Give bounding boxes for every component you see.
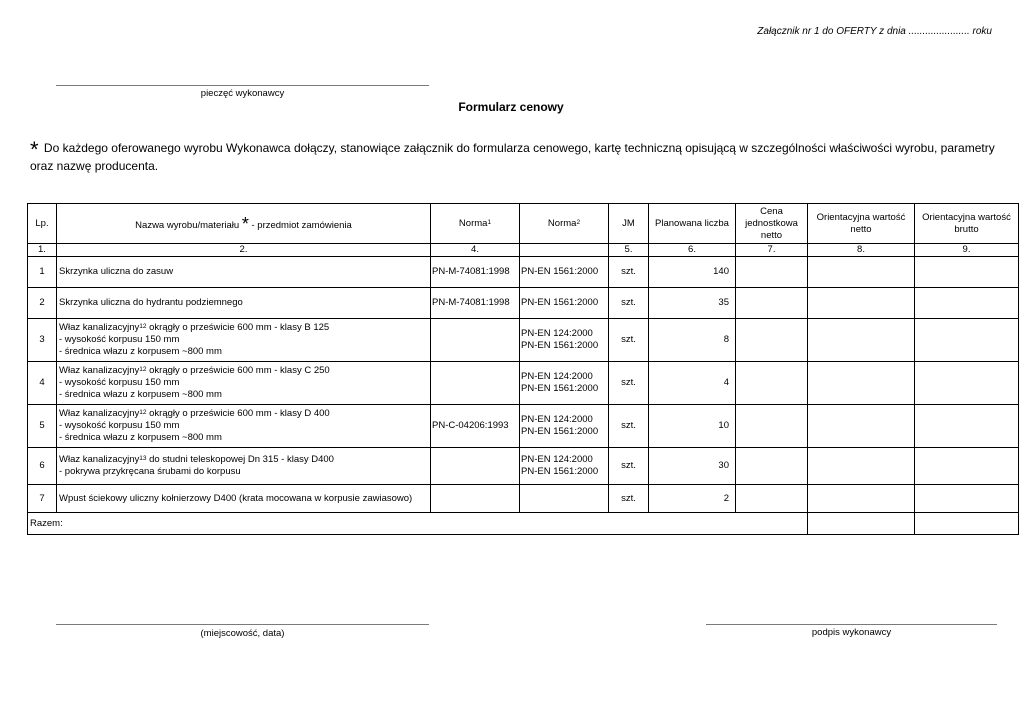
note	[30, 137, 1000, 175]
row-qty: 4	[649, 362, 736, 405]
table-row	[28, 405, 1019, 448]
row-gross-value-cell[interactable]	[915, 485, 1019, 513]
row-unit-price-cell[interactable]	[736, 288, 808, 319]
seal-line	[56, 85, 429, 86]
row-jm: szt.	[609, 257, 649, 288]
table-row	[28, 288, 1019, 319]
row-qty: 2	[649, 485, 736, 513]
row-unit-price-cell[interactable]	[736, 405, 808, 448]
table-row	[28, 448, 1019, 485]
row-lp: 1	[28, 257, 57, 288]
row-qty: 8	[649, 319, 736, 362]
header-row	[28, 204, 1019, 244]
row-gross-value-cell[interactable]	[915, 405, 1019, 448]
col-number: 7.	[736, 244, 808, 257]
row-norm1	[431, 362, 520, 405]
table-row	[28, 362, 1019, 405]
signature-line	[706, 624, 997, 625]
row-unit-price-cell[interactable]	[736, 448, 808, 485]
row-norm2: PN-EN 1561:2000	[520, 257, 609, 288]
row-net-value-cell[interactable]	[808, 257, 915, 288]
row-jm: szt.	[609, 448, 649, 485]
row-qty: 10	[649, 405, 736, 448]
row-norm1	[431, 485, 520, 513]
row-norm2	[520, 485, 609, 513]
col-number: 6.	[649, 244, 736, 257]
column-number-row	[28, 244, 1019, 257]
col-number	[520, 244, 609, 257]
row-gross-value-cell[interactable]	[915, 448, 1019, 485]
row-unit-price-cell[interactable]	[736, 319, 808, 362]
price-table	[27, 203, 1019, 535]
row-norm2: PN-EN 124:2000 PN-EN 1561:2000	[520, 448, 609, 485]
row-qty: 35	[649, 288, 736, 319]
note-text: Do każdego oferowanego wyrobu Wykonawca dołączy, stanowiące załącznik do formularza cenowego, kartę techniczną opisującą w szczególności właściwości wyrobu, parametry oraz nazwę producenta.	[30, 141, 995, 173]
row-name: Skrzynka uliczna do hydrantu podziemnego	[57, 288, 431, 319]
row-name: Skrzynka uliczna do zasuw	[57, 257, 431, 288]
row-unit-price-cell[interactable]	[736, 485, 808, 513]
row-qty: 140	[649, 257, 736, 288]
row-gross-value-cell[interactable]	[915, 319, 1019, 362]
place-date-caption: (miejscowość, data)	[200, 628, 285, 639]
header-qty: Planowana liczba	[649, 204, 736, 244]
place-date-line	[56, 624, 429, 625]
col-number: 4.	[431, 244, 520, 257]
row-jm: szt.	[609, 405, 649, 448]
row-name: Właz kanalizacyjny$^{12}$ okrągły o prześwicie 600 mm - klasy C 250 - wysokość korpusu 150 mm - średnica włazu z korpusem ~800 mm	[57, 362, 431, 405]
table-row	[28, 319, 1019, 362]
total-label: Razem:	[28, 513, 808, 535]
signature-caption: podpis wykonawcy	[811, 627, 892, 638]
table-row	[28, 257, 1019, 288]
header-unit-price: Cena jednostkowa netto	[736, 204, 808, 244]
row-name: Wpust ściekowy uliczny kołnierzowy D400 (krata mocowana w korpusie zawiasowo)	[57, 485, 431, 513]
header-norm2: Norma$^2$	[520, 204, 609, 244]
seal-caption: pieczęć wykonawcy	[200, 88, 285, 99]
row-net-value-cell[interactable]	[808, 319, 915, 362]
header-lp: Lp.	[28, 204, 57, 244]
row-net-value-cell[interactable]	[808, 485, 915, 513]
row-jm: szt.	[609, 288, 649, 319]
row-norm2: PN-EN 124:2000 PN-EN 1561:2000	[520, 319, 609, 362]
row-net-value-cell[interactable]	[808, 288, 915, 319]
header-jm: JM	[609, 204, 649, 244]
row-unit-price-cell[interactable]	[736, 362, 808, 405]
total-net-cell[interactable]	[808, 513, 915, 535]
header-norm1: Norma$^1$	[431, 204, 520, 244]
row-norm1	[431, 319, 520, 362]
row-lp: 4	[28, 362, 57, 405]
form-title: Formularz cenowy	[458, 100, 564, 114]
row-name: Właz kanalizacyjny$^{12}$ okrągły o prześwicie 600 mm - klasy D 400 - wysokość korpusu 150 mm - średnica włazu z korpusem ~800 mm	[57, 405, 431, 448]
row-lp: 6	[28, 448, 57, 485]
row-norm2: PN-EN 124:2000 PN-EN 1561:2000	[520, 362, 609, 405]
row-norm2: PN-EN 124:2000 PN-EN 1561:2000	[520, 405, 609, 448]
row-unit-price-cell[interactable]	[736, 257, 808, 288]
col-number: 2.	[57, 244, 431, 257]
col-number: 1.	[28, 244, 57, 257]
row-norm1: PN-C-04206:1993	[431, 405, 520, 448]
row-lp: 2	[28, 288, 57, 319]
header-net-value: Orientacyjna wartość netto	[808, 204, 915, 244]
total-gross-cell[interactable]	[915, 513, 1019, 535]
row-norm1: PN-M-74081:1998	[431, 257, 520, 288]
row-gross-value-cell[interactable]	[915, 257, 1019, 288]
row-lp: 5	[28, 405, 57, 448]
table-row	[28, 485, 1019, 513]
annex-reference: Załącznik nr 1 do OFERTY z dnia ...................... roku	[757, 26, 992, 37]
row-jm: szt.	[609, 319, 649, 362]
row-jm: szt.	[609, 362, 649, 405]
total-row	[28, 513, 1019, 535]
row-gross-value-cell[interactable]	[915, 288, 1019, 319]
row-net-value-cell[interactable]	[808, 405, 915, 448]
note-star: *	[30, 137, 39, 162]
row-net-value-cell[interactable]	[808, 362, 915, 405]
header-name: Nazwa wyrobu/materiału * - przedmiot zamówienia	[57, 204, 431, 244]
row-norm1	[431, 448, 520, 485]
row-lp: 3	[28, 319, 57, 362]
col-number: 9.	[915, 244, 1019, 257]
row-gross-value-cell[interactable]	[915, 362, 1019, 405]
col-number: 5.	[609, 244, 649, 257]
row-norm2: PN-EN 1561:2000	[520, 288, 609, 319]
row-norm1: PN-M-74081:1998	[431, 288, 520, 319]
row-jm: szt.	[609, 485, 649, 513]
col-number: 8.	[808, 244, 915, 257]
row-name: Właz kanalizacyjny$^{12}$ okrągły o prześwicie 600 mm - klasy B 125 - wysokość korpusu 150 mm - średnica włazu z korpusem ~800 mm	[57, 319, 431, 362]
row-net-value-cell[interactable]	[808, 448, 915, 485]
header-gross-value: Orientacyjna wartość brutto	[915, 204, 1019, 244]
row-name: Właz kanalizacyjny$^{13}$ do studni teleskopowej Dn 315 - klasy D400 - pokrywa przykręcana śrubami do korpusu	[57, 448, 431, 485]
row-qty: 30	[649, 448, 736, 485]
row-lp: 7	[28, 485, 57, 513]
